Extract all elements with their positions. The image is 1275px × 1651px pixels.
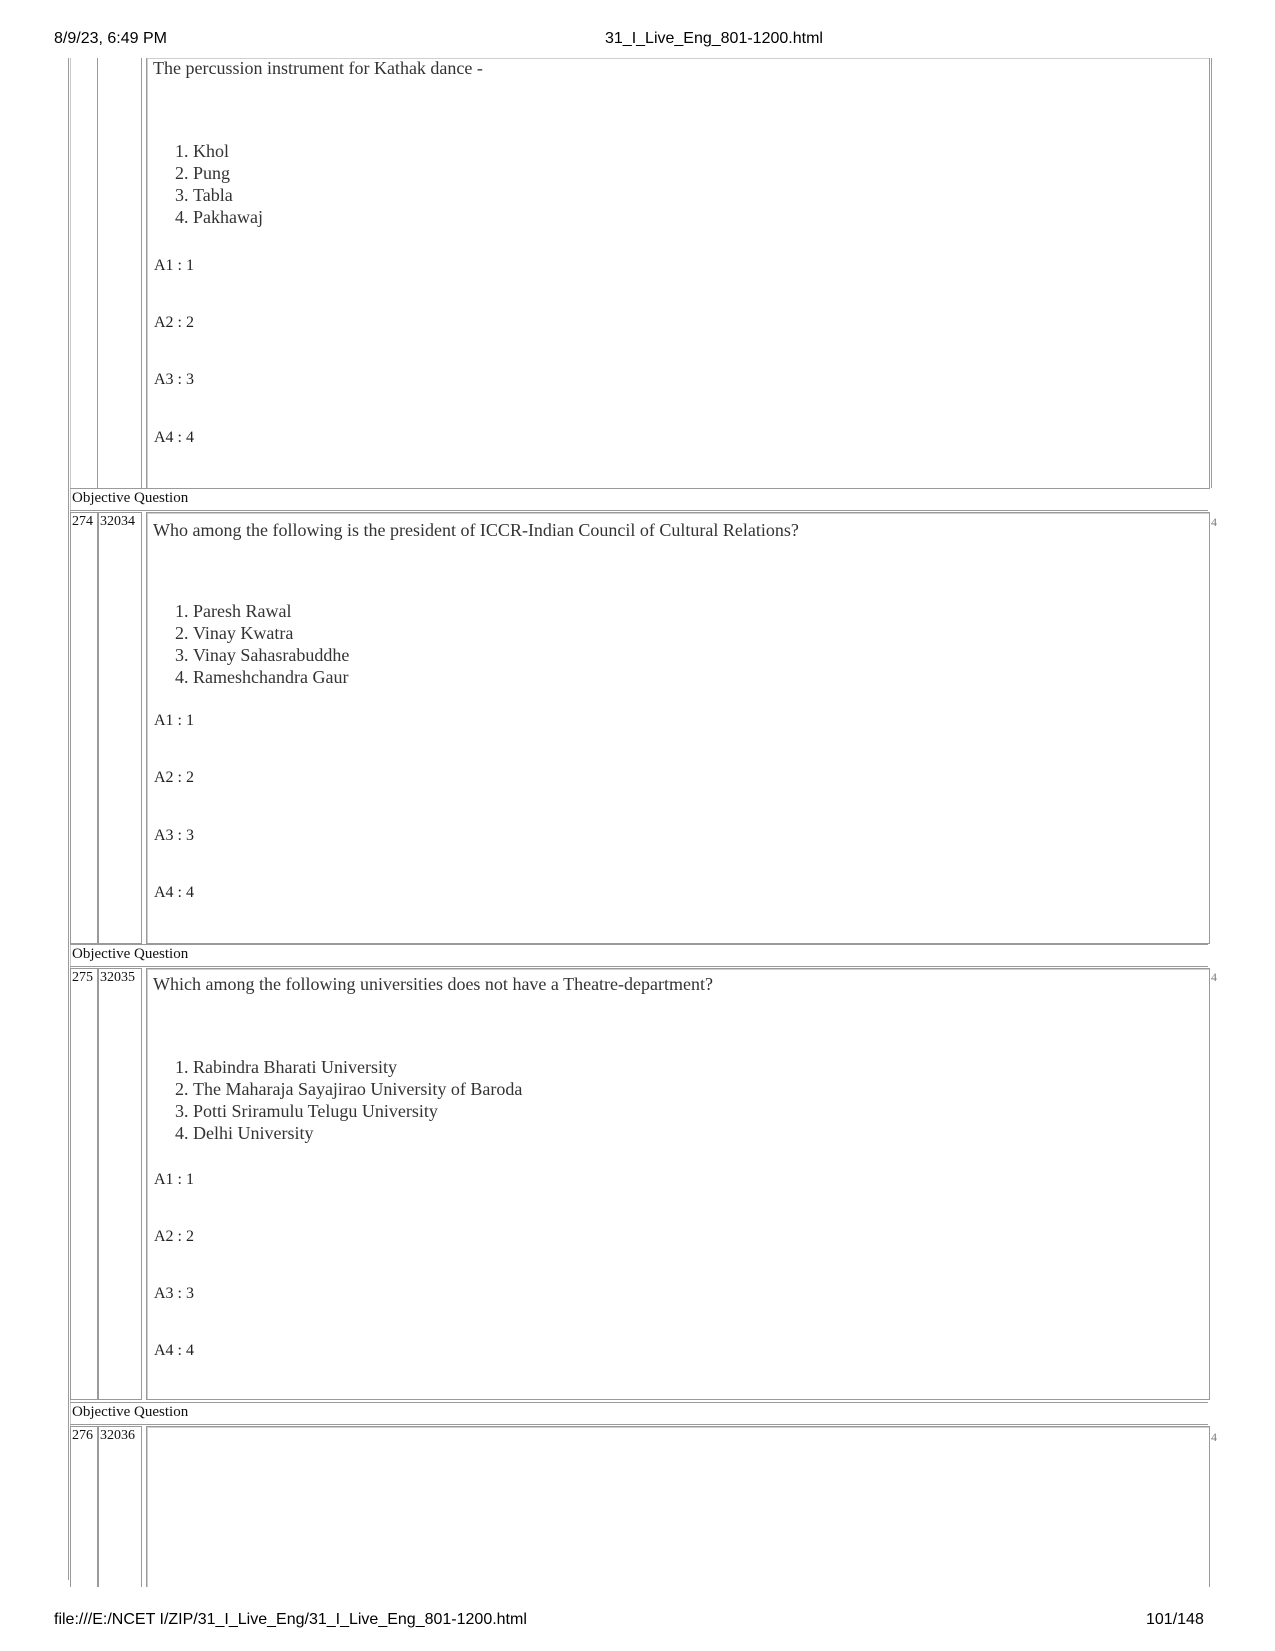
option-item: 3. Tabla — [175, 185, 233, 205]
answer-a3: A3 : 3 — [154, 371, 194, 388]
col-sep — [141, 58, 142, 488]
print-page-number: 101/148 — [1146, 1611, 1204, 1628]
question-text: Who among the following is the president of ICCR-Indian Council of Cultural Relations? — [153, 520, 799, 540]
clipped-column-mark: 4 — [1211, 515, 1217, 529]
row-separator — [70, 510, 1208, 511]
row-separator — [70, 488, 1208, 489]
question-cell — [146, 1426, 1210, 1587]
print-title: 31_I_Live_Eng_801-1200.html — [605, 30, 823, 47]
row-separator — [70, 1424, 1208, 1425]
answer-a1: A1 : 1 — [154, 257, 194, 274]
row-separator — [70, 944, 1208, 945]
row-separator — [70, 966, 1208, 967]
question-id: 32036 — [100, 1428, 135, 1443]
answer-a3: A3 : 3 — [154, 827, 194, 844]
answer-a1: A1 : 1 — [154, 712, 194, 729]
objective-question-label: Objective Question — [72, 946, 189, 962]
option-item: 2. Pung — [175, 163, 231, 183]
question-cell — [146, 968, 1210, 1400]
answer-a3: A3 : 3 — [154, 1285, 194, 1302]
serial-number: 276 — [72, 1428, 93, 1443]
question-cell — [146, 58, 1210, 489]
objective-question-label: Objective Question — [72, 1404, 189, 1420]
answer-a4: A4 : 4 — [154, 1342, 194, 1359]
answer-a4: A4 : 4 — [154, 884, 194, 901]
option-item: 2. The Maharaja Sayajirao University of Baroda — [175, 1079, 523, 1099]
col-sep-right — [1211, 58, 1212, 488]
options-list — [175, 600, 349, 688]
question-id-cell — [98, 512, 142, 944]
option-item: 2. Vinay Kwatra — [175, 623, 294, 643]
clipped-column-mark: 4 — [1211, 1430, 1217, 1444]
answer-a1: A1 : 1 — [154, 1171, 194, 1188]
answer-a2: A2 : 2 — [154, 769, 194, 786]
answer-a2: A2 : 2 — [154, 1228, 194, 1245]
col-sep — [97, 58, 98, 488]
option-item: 3. Vinay Sahasrabuddhe — [175, 645, 350, 665]
question-text: Which among the following universities does not have a Theatre-department? — [153, 974, 713, 994]
option-item: 3. Potti Sriramulu Telugu University — [175, 1101, 438, 1121]
serial-cell — [70, 968, 98, 1400]
option-item: 4. Pakhawaj — [175, 207, 263, 227]
print-file-path: file:///E:/NCET I/ZIP/31_I_Live_Eng/31_I_Live_Eng_801-1200.html — [54, 1611, 527, 1628]
answer-a2: A2 : 2 — [154, 314, 194, 331]
option-item: 1. Paresh Rawal — [175, 601, 292, 621]
print-datetime: 8/9/23, 6:49 PM — [54, 30, 167, 47]
serial-number: 275 — [72, 970, 93, 985]
question-cell — [146, 512, 1210, 944]
option-item: 4. Rameshchandra Gaur — [175, 667, 349, 687]
option-item: 1. Khol — [175, 141, 229, 161]
serial-cell — [70, 1426, 98, 1587]
question-id: 32034 — [100, 514, 135, 529]
question-text: The percussion instrument for Kathak dance - — [153, 58, 483, 78]
serial-cell — [70, 512, 98, 944]
option-item: 1. Rabindra Bharati University — [175, 1057, 397, 1077]
clipped-column-mark: 4 — [1211, 970, 1217, 984]
answer-a4: A4 : 4 — [154, 429, 194, 446]
serial-number: 274 — [72, 514, 93, 529]
options-list — [175, 140, 263, 228]
option-item: 4. Delhi University — [175, 1123, 314, 1143]
question-id-cell — [98, 1426, 142, 1587]
question-id: 32035 — [100, 970, 135, 985]
objective-question-label: Objective Question — [72, 490, 189, 506]
table-border-left — [68, 58, 69, 1580]
options-list — [175, 1056, 522, 1144]
row-separator — [70, 1402, 1208, 1403]
question-id-cell — [98, 968, 142, 1400]
